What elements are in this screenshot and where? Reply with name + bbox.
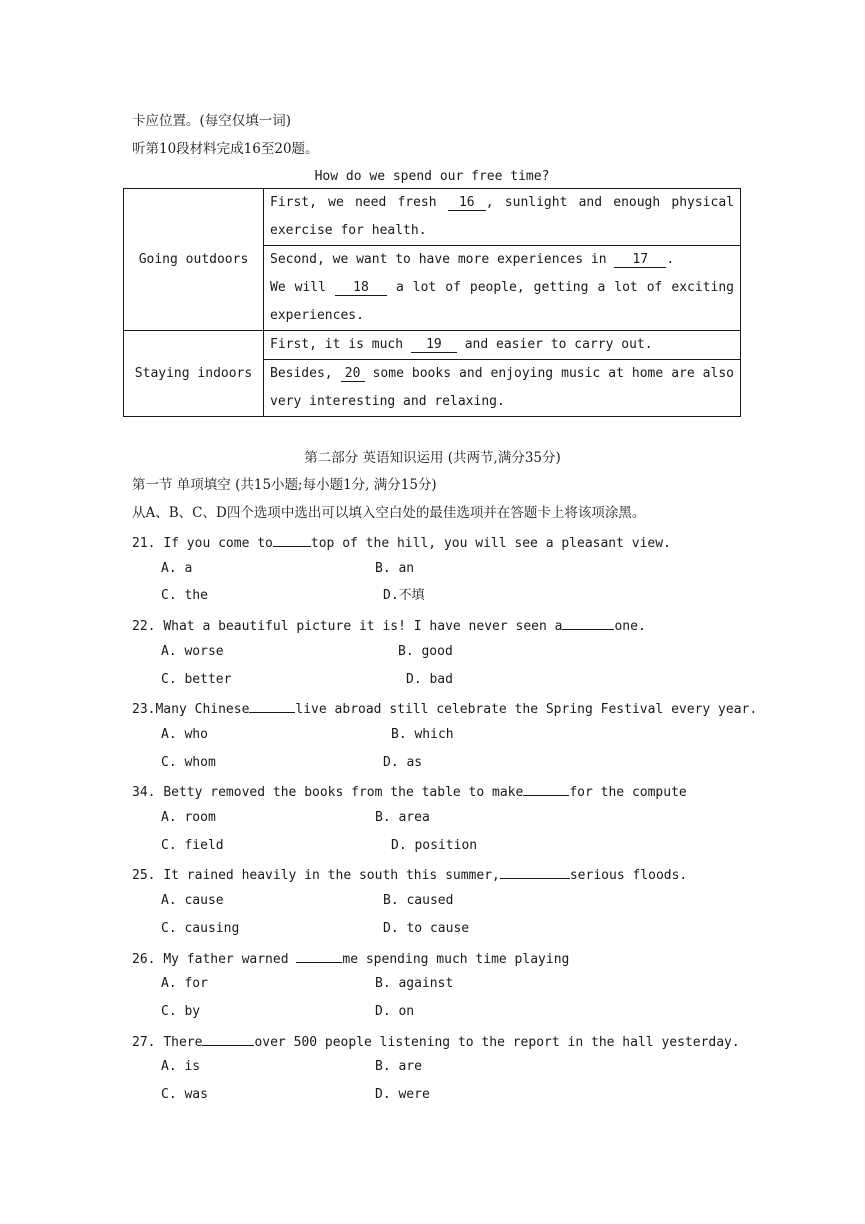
question-number: 26.: [132, 952, 156, 967]
cell-text: a lot of people, getting a lot of exciting experiences.: [270, 280, 734, 323]
question-number: 21.: [132, 536, 156, 551]
cell-text: and easier to carry out.: [456, 337, 653, 352]
question-stem: [132, 781, 687, 802]
cell-text: Second, we want to have more experiences in: [270, 252, 615, 267]
table-cell: [264, 360, 741, 417]
answer-blank-17[interactable]: 17: [614, 252, 666, 268]
option-a[interactable]: A. is: [161, 1059, 201, 1074]
option-b[interactable]: B. good: [398, 644, 453, 659]
table-title: How do we spend our free time?: [314, 169, 550, 184]
option-d[interactable]: D. on: [375, 1004, 415, 1019]
option-c[interactable]: C. by: [161, 1004, 201, 1019]
table-cell: [264, 246, 741, 331]
option-b[interactable]: B. which: [391, 727, 454, 742]
option-a[interactable]: A. a: [161, 561, 193, 576]
option-a[interactable]: A. worse: [161, 644, 224, 659]
option-a[interactable]: A. room: [161, 810, 216, 825]
question-text: for the compute: [569, 785, 687, 800]
cell-text: Besides,: [270, 366, 341, 381]
part-heading: 第二部分 英语知识运用 (共两节,满分35分): [304, 450, 561, 466]
option-a[interactable]: A. for: [161, 976, 208, 991]
answer-blank-20[interactable]: 20: [341, 366, 365, 382]
question-number: 27.: [132, 1035, 156, 1050]
question-text: top of the hill, you will see a pleasant view.: [310, 536, 671, 551]
question-stem: [132, 948, 569, 969]
question-number: 25.: [132, 868, 156, 883]
answer-blank-19[interactable]: 19: [411, 337, 457, 353]
table-row: [124, 331, 741, 360]
answer-blank-16[interactable]: 16: [448, 195, 486, 211]
question-text: My father warned: [163, 952, 297, 967]
answer-blank[interactable]: [202, 1031, 254, 1046]
question-text: It rained heavily in the south this summer,: [163, 868, 500, 883]
instructions: 从A、B、C、D四个选项中选出可以填入空白处的最佳选项并在答题卡上将该项涂黑。: [132, 505, 646, 521]
option-c[interactable]: C. the: [161, 588, 208, 603]
answer-blank[interactable]: [249, 698, 295, 713]
option-d[interactable]: D.不填: [383, 588, 425, 603]
intro-line-2: 听第10段材料完成16至20题。: [132, 141, 319, 157]
intro-line-1: 卡应位置。(每空仅填一词): [132, 113, 292, 129]
question-text: If you come to: [163, 536, 273, 551]
option-a[interactable]: A. who: [161, 727, 208, 742]
question-stem: [132, 615, 646, 636]
listening-table: [123, 188, 741, 417]
option-d[interactable]: D. were: [375, 1087, 430, 1102]
option-d[interactable]: D. position: [391, 838, 478, 853]
option-d[interactable]: D. to cause: [383, 921, 470, 936]
cell-text: First, we need fresh: [270, 195, 448, 210]
cell-text: First, it is much: [270, 337, 411, 352]
table-cell: [264, 331, 741, 360]
answer-blank[interactable]: [296, 948, 342, 963]
option-c[interactable]: C. causing: [161, 921, 240, 936]
question-stem: [132, 698, 757, 719]
answer-blank[interactable]: [523, 781, 569, 796]
question-stem: [132, 1031, 740, 1052]
question-stem: [132, 532, 671, 553]
option-a[interactable]: A. cause: [161, 893, 224, 908]
category-cell: Staying indoors: [124, 331, 264, 417]
question-text: There: [163, 1035, 203, 1050]
option-c[interactable]: C. field: [161, 838, 224, 853]
option-b[interactable]: B. an: [375, 561, 415, 576]
option-c[interactable]: C. was: [161, 1087, 208, 1102]
question-text: What a beautiful picture it is! I have never seen a: [163, 619, 563, 634]
cell-text: , sunlight and enough physical exercise for health.: [270, 195, 734, 238]
cell-text: We will: [270, 280, 335, 295]
question-text: serious floods.: [569, 868, 688, 883]
option-d[interactable]: D. bad: [406, 672, 453, 687]
cell-text: some books and enjoying music at home are also very interesting and relaxing.: [270, 366, 734, 409]
question-text: over 500 people listening to the report in the hall yesterday.: [254, 1035, 740, 1050]
cell-text: .: [666, 252, 675, 267]
question-text: live abroad still celebrate the Spring Festival every year.: [295, 702, 758, 717]
answer-blank[interactable]: [500, 864, 570, 879]
question-text: me spending much time playing: [342, 952, 570, 967]
question-number: 22.: [132, 619, 156, 634]
option-b[interactable]: B. caused: [383, 893, 454, 908]
table-cell: [264, 189, 741, 246]
answer-blank-18[interactable]: 18: [335, 280, 387, 296]
option-d[interactable]: D. as: [383, 755, 423, 770]
option-b[interactable]: B. are: [375, 1059, 422, 1074]
table-row: [124, 189, 741, 246]
option-c[interactable]: C. whom: [161, 755, 216, 770]
option-b[interactable]: B. area: [375, 810, 430, 825]
answer-blank[interactable]: [273, 532, 311, 547]
option-c[interactable]: C. better: [161, 672, 232, 687]
question-number: 23.: [132, 702, 156, 717]
question-text: one.: [614, 619, 646, 634]
question-number: 34.: [132, 785, 156, 800]
option-b[interactable]: B. against: [375, 976, 454, 991]
answer-blank[interactable]: [562, 615, 614, 630]
question-text: Many Chinese: [155, 702, 250, 717]
question-stem: [132, 864, 687, 885]
question-text: Betty removed the books from the table to make: [163, 785, 524, 800]
section-heading: 第一节 单项填空 (共15小题;每小题1分, 满分15分): [132, 477, 437, 493]
category-cell: Going outdoors: [124, 189, 264, 331]
